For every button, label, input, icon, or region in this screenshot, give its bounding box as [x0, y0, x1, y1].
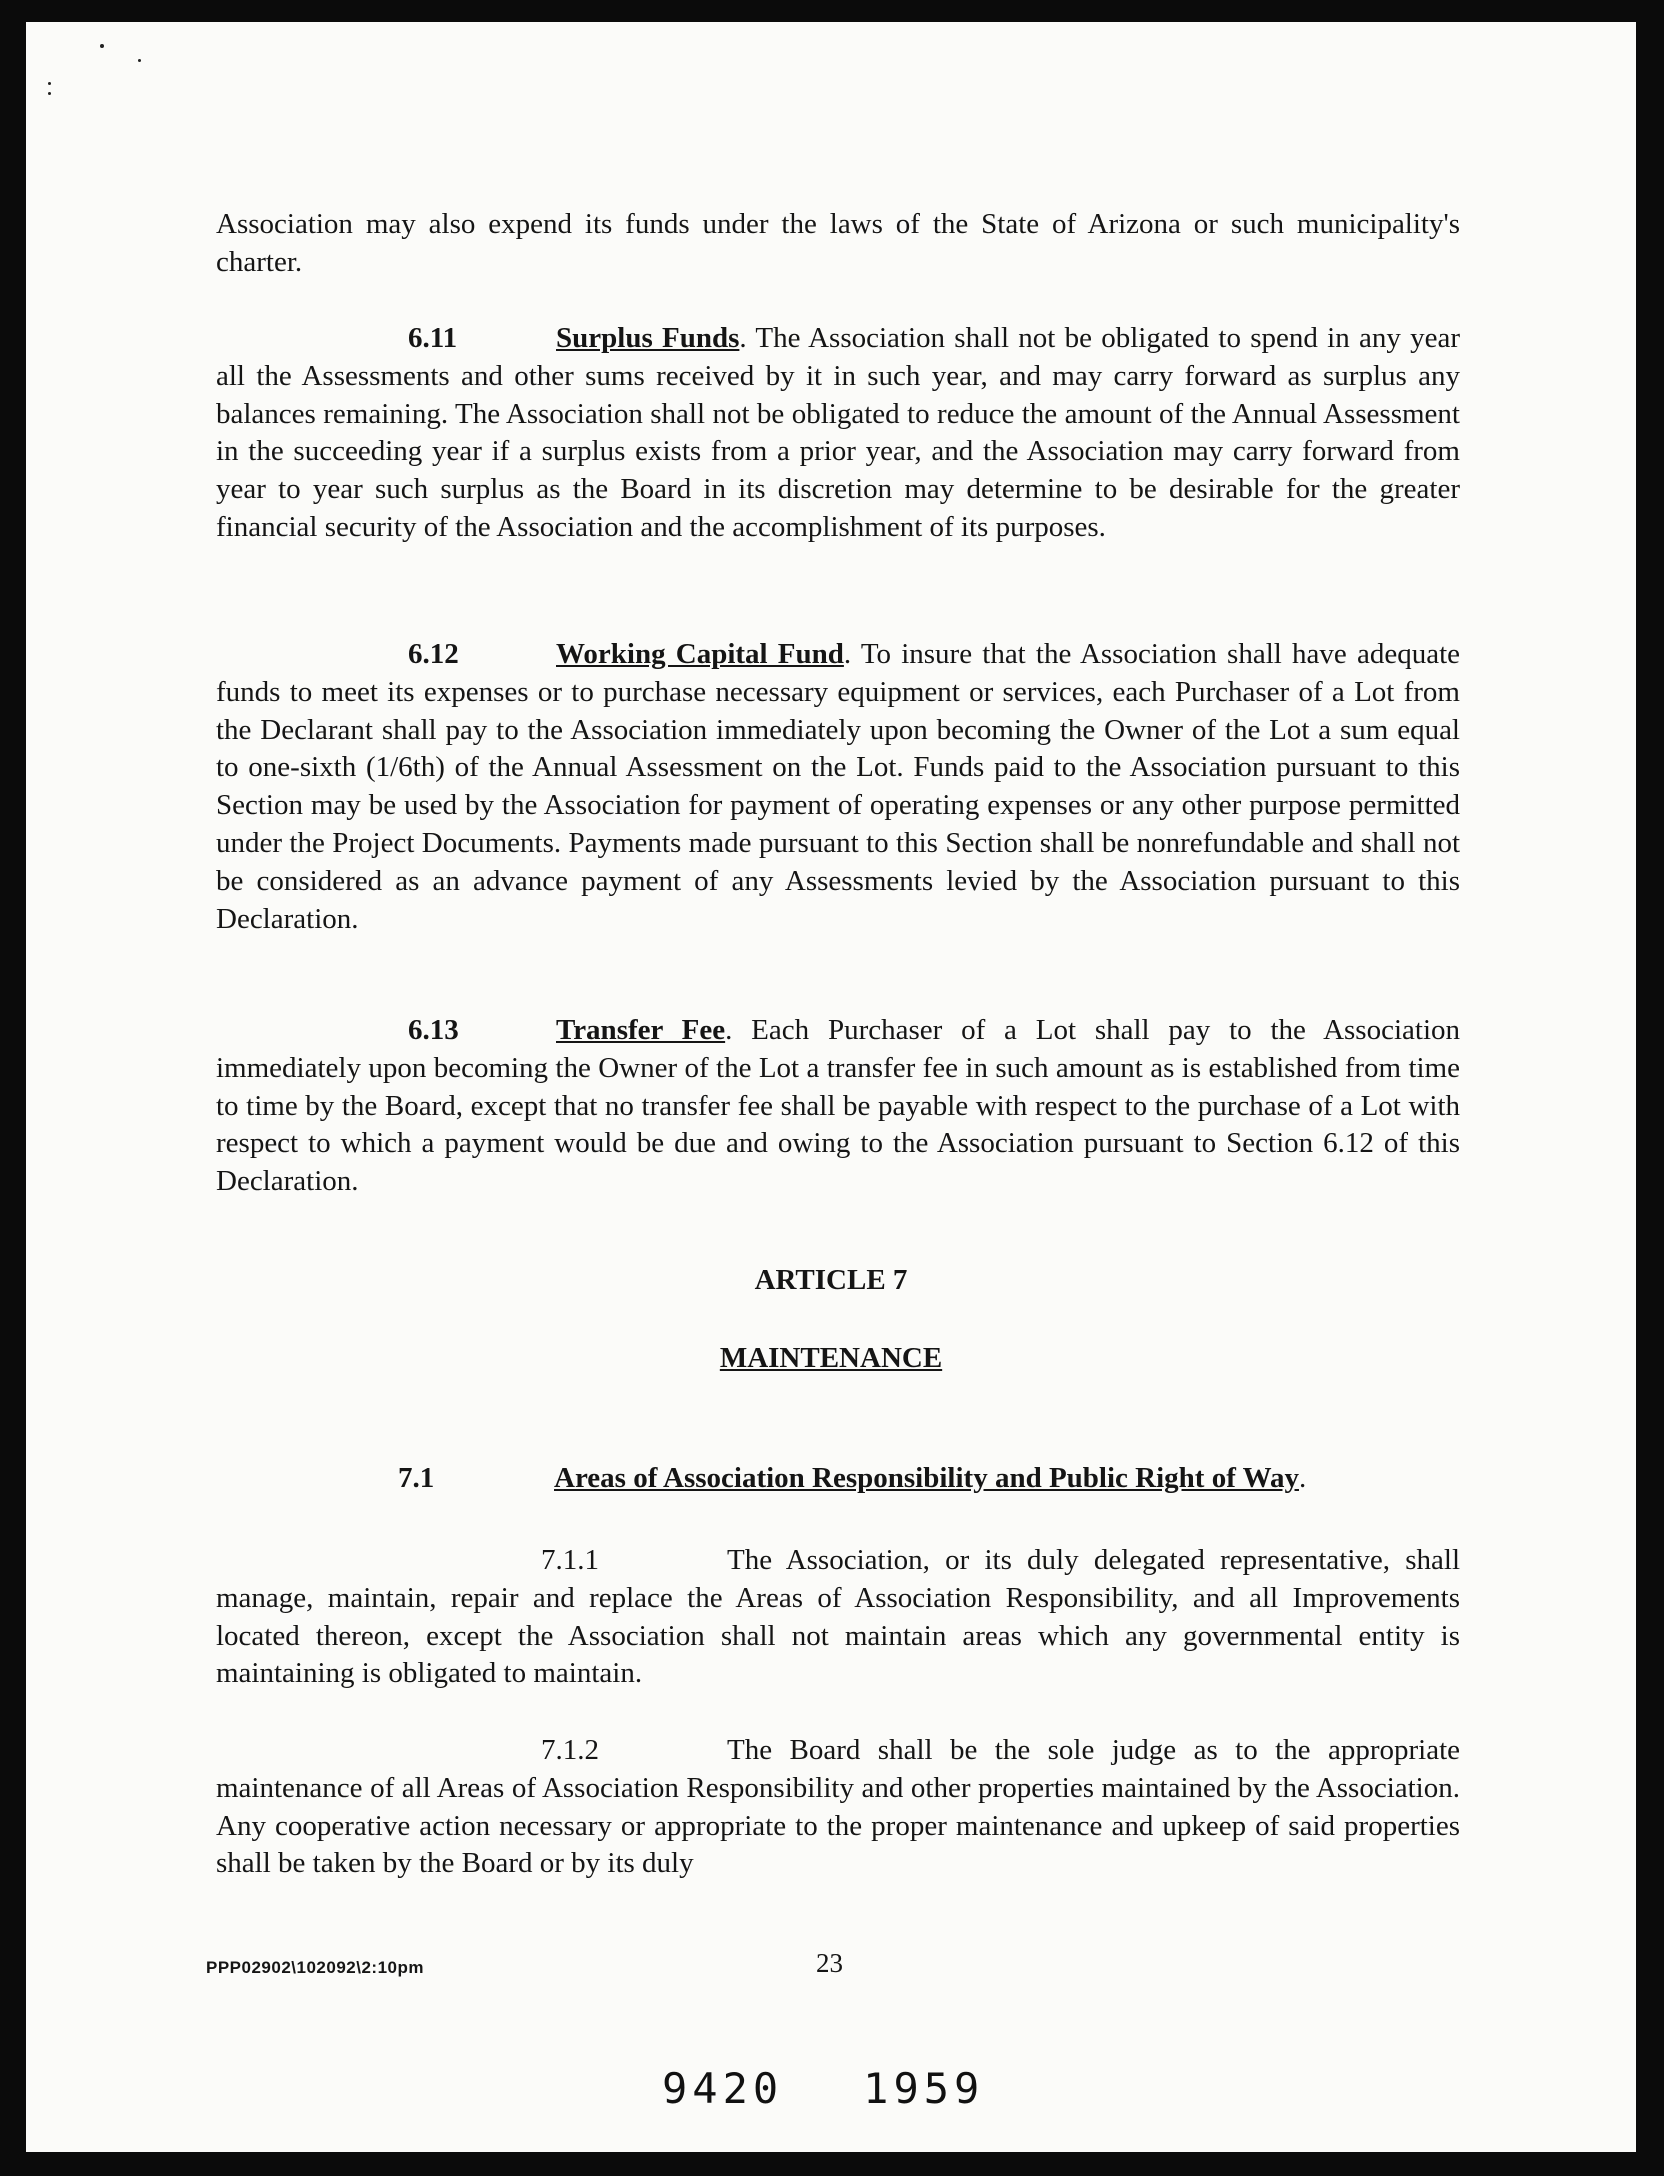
section-number: 7.1	[398, 1462, 435, 1494]
section-7-1-2	[216, 1732, 1460, 1883]
section-6-13	[216, 1012, 1460, 1201]
section-number: 6.12	[408, 638, 459, 670]
page-number: 23	[816, 1948, 843, 1978]
intro-paragraph: Association may also expend its funds under the laws of the State of Arizona or such municipality's charter.	[216, 208, 1460, 278]
subsection-number: 7.1.1	[541, 1544, 599, 1576]
section-title: Surplus Funds	[556, 322, 740, 354]
article-title: MAINTENANCE	[719, 1342, 943, 1374]
stamp-left-number: 9420	[662, 2064, 784, 2113]
subsection-number: 7.1.2	[541, 1734, 599, 1766]
section-text: . Each Purchaser of a Lot shall pay to the Association immediately upon becoming the Owner of the Lot a transfer fee in such amount as is established from time to time by the Board, except that no transfer fee shall be payable with respect to the purchase of a Lot with respect to which a payment would be due and owing to the Association pursuant to Section 6.12 of this Declaration.	[216, 1014, 1461, 1198]
section-6-11	[216, 320, 1460, 547]
section-title: Areas of Association Responsibility and Public Right of Way	[554, 1462, 1299, 1494]
bates-stamp	[662, 2064, 984, 2113]
document-body	[26, 22, 1636, 2152]
section-text: . The Association shall not be obligated to spend in any year all the Assessments and other sums received by it in such year, and may carry forward as surplus any balances remaining. The Association shall not be obligated to reduce the amount of the Annual Assessment in the succeeding year if a surplus exists from a prior year, and the Association may carry forward from year to year such surplus as the Board in its discretion may determine to be desirable for the greater financial security of the Association and the accomplishment of its purposes.	[216, 322, 1460, 543]
section-number: 6.13	[408, 1014, 459, 1046]
stamp-right-number: 1959	[863, 2064, 985, 2113]
section-title: Transfer Fee	[556, 1014, 726, 1046]
section-7-1-1	[216, 1542, 1460, 1693]
section-text: The Board shall be the sole judge as to the appropriate maintenance of all Areas of Association Responsibility and other properties maintained by the Association. Any cooperative action necessary or appropriate to the proper maintenance and upkeep of said properties shall be taken by the Board or by its duly	[216, 1734, 1460, 1880]
section-text: . To insure that the Association shall have adequate funds to meet its expenses or to purchase necessary equipment or services, each Purchaser of a Lot from the Declarant shall pay to the Association immediately upon becoming the Owner of the Lot a sum equal to one-sixth (1/6th) of the Annual Assessment on the Lot. Funds paid to the Association pursuant to this Section may be used by the Association for payment of operating expenses or any other purpose permitted under the Project Documents. Payments made pursuant to this Section shall be nonrefundable and shall not be considered as an advance payment of any Assessments levied by the Association pursuant to this Declaration.	[216, 638, 1460, 935]
section-7-1: 7.1 Areas of Association Responsibility and Public Right of Way.	[398, 1462, 1307, 1494]
document-footer-id: PPP02902\102092\2:10pm	[206, 1958, 424, 1977]
section-number: 6.11	[408, 322, 458, 354]
section-6-12	[216, 636, 1460, 938]
section-title: Working Capital Fund	[556, 638, 844, 670]
article-heading: ARTICLE 7	[754, 1264, 908, 1296]
document-page	[26, 22, 1636, 2152]
section-text: The Association, or its duly delegated representative, shall manage, maintain, repair and replace the Areas of Association Responsibility, and all Improvements located thereon, except the Association shall not maintain areas which any governmental entity is maintaining is obligated to maintain.	[216, 1544, 1460, 1690]
